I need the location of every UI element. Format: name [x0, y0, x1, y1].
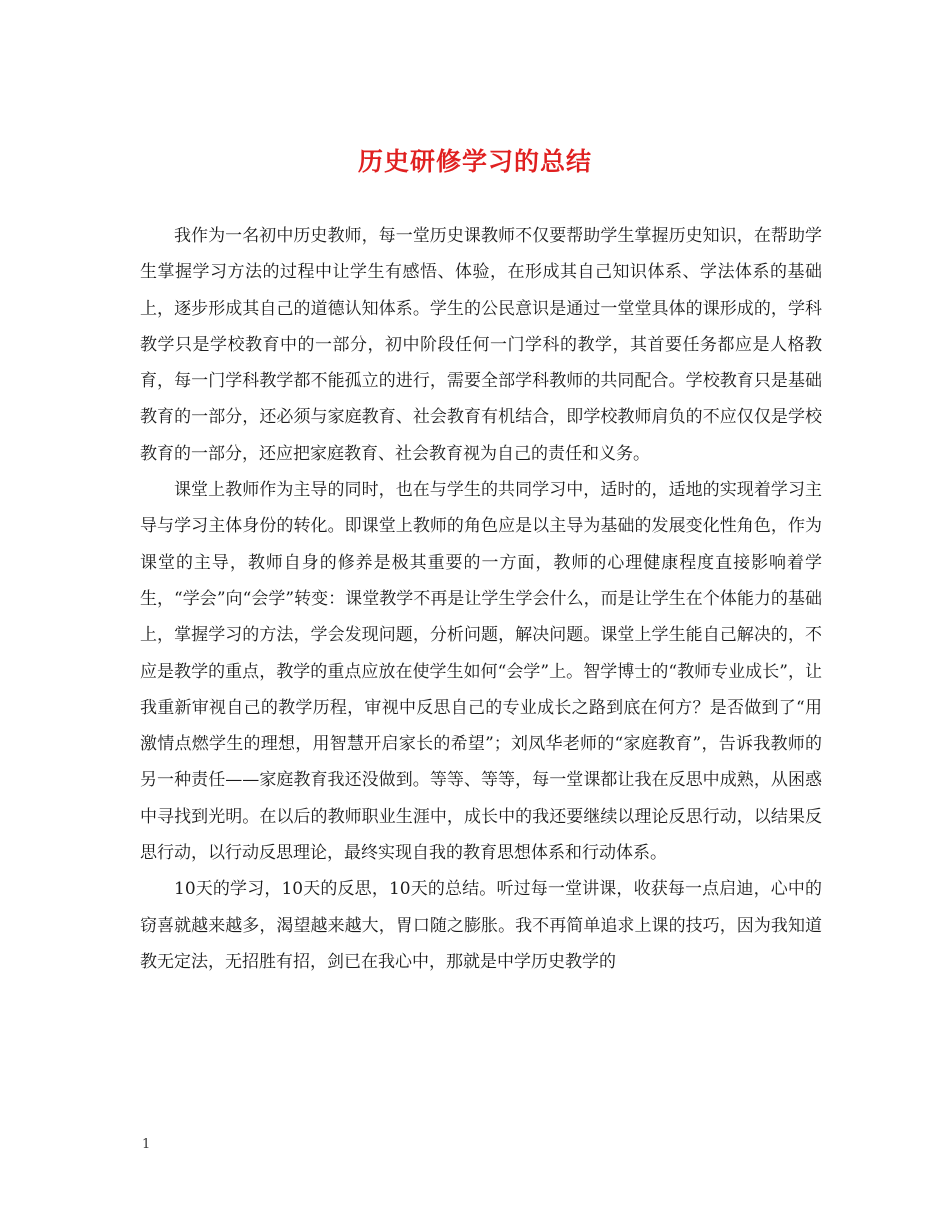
document-body [140, 218, 822, 980]
paragraph-1: 我作为一名初中历史教师，每一堂历史课教师不仅要帮助学生掌握历史知识，在帮助学生掌握学习方法的过程中让学生有感悟、体验，在形成其自己知识体系、学法体系的基础上，逐步形成其自己的道德认知体系。学生的公民意识是通过一堂堂具体的课形成的，学科教学只是学校教育中的一部分，初中阶段任何一门学科的教学，其首要任务都应是人格教育，每一门学科教学都不能孤立的进行，需要全部学科教师的共同配合。学校教育只是基础教育的一部分，还必须与家庭教育、社会教育有机结合，即学校教师肩负的不应仅仅是学校教育的一部分，还应把家庭教育、社会教育视为自己的责任和义务。 [140, 226, 822, 464]
document-title: 历史研修学习的总结 [357, 147, 592, 176]
paragraph-2: 课堂上教师作为主导的同时，也在与学生的共同学习中，适时的，适地的实现着学习主导与学习主体身份的转化。即课堂上教师的角色应是以主导为基础的发展变化性角色，作为课堂的主导，教师自身的修养是极其重要的一方面，教师的心理健康程度直接影响着学生，“学会”向“会学”转变：课堂教学不再是让学生学会什么，而是让学生在个体能力的基础上，掌握学习的方法，学会发现问题，分析问题，解决问题。课堂上学生能自己解决的，不应是教学的重点，教学的重点应放在使学生如何“会学”上。智学博士的“教师专业成长”，让我重新审视自己的教学历程，审视中反思自己的专业成长之路到底在何方？是否做到了“用激情点燃学生的理想，用智慧开启家长的希望”；刘凤华老师的“家庭教育”，告诉我教师的另一种责任——家庭教育我还没做到。等等、等等，每一堂课都让我在反思中成熟，从困惑中寻找到光明。在以后的教师职业生涯中，成长中的我还要继续以理论反思行动，以结果反思行动，以行动反思理论，最终实现自我的教育思想体系和行动体系。 [140, 480, 822, 864]
page-number: 1 [142, 1137, 151, 1152]
paragraph-3: 10天的学习，10天的反思，10天的总结。听过每一堂讲课，收获每一点启迪，心中的窃喜就越来越多，渴望越来越大，胃口随之膨胀。我不再简单追求上课的技巧，因为我知道教无定法，无招胜有招，剑已在我心中，那就是中学历史教学的 [140, 879, 822, 972]
